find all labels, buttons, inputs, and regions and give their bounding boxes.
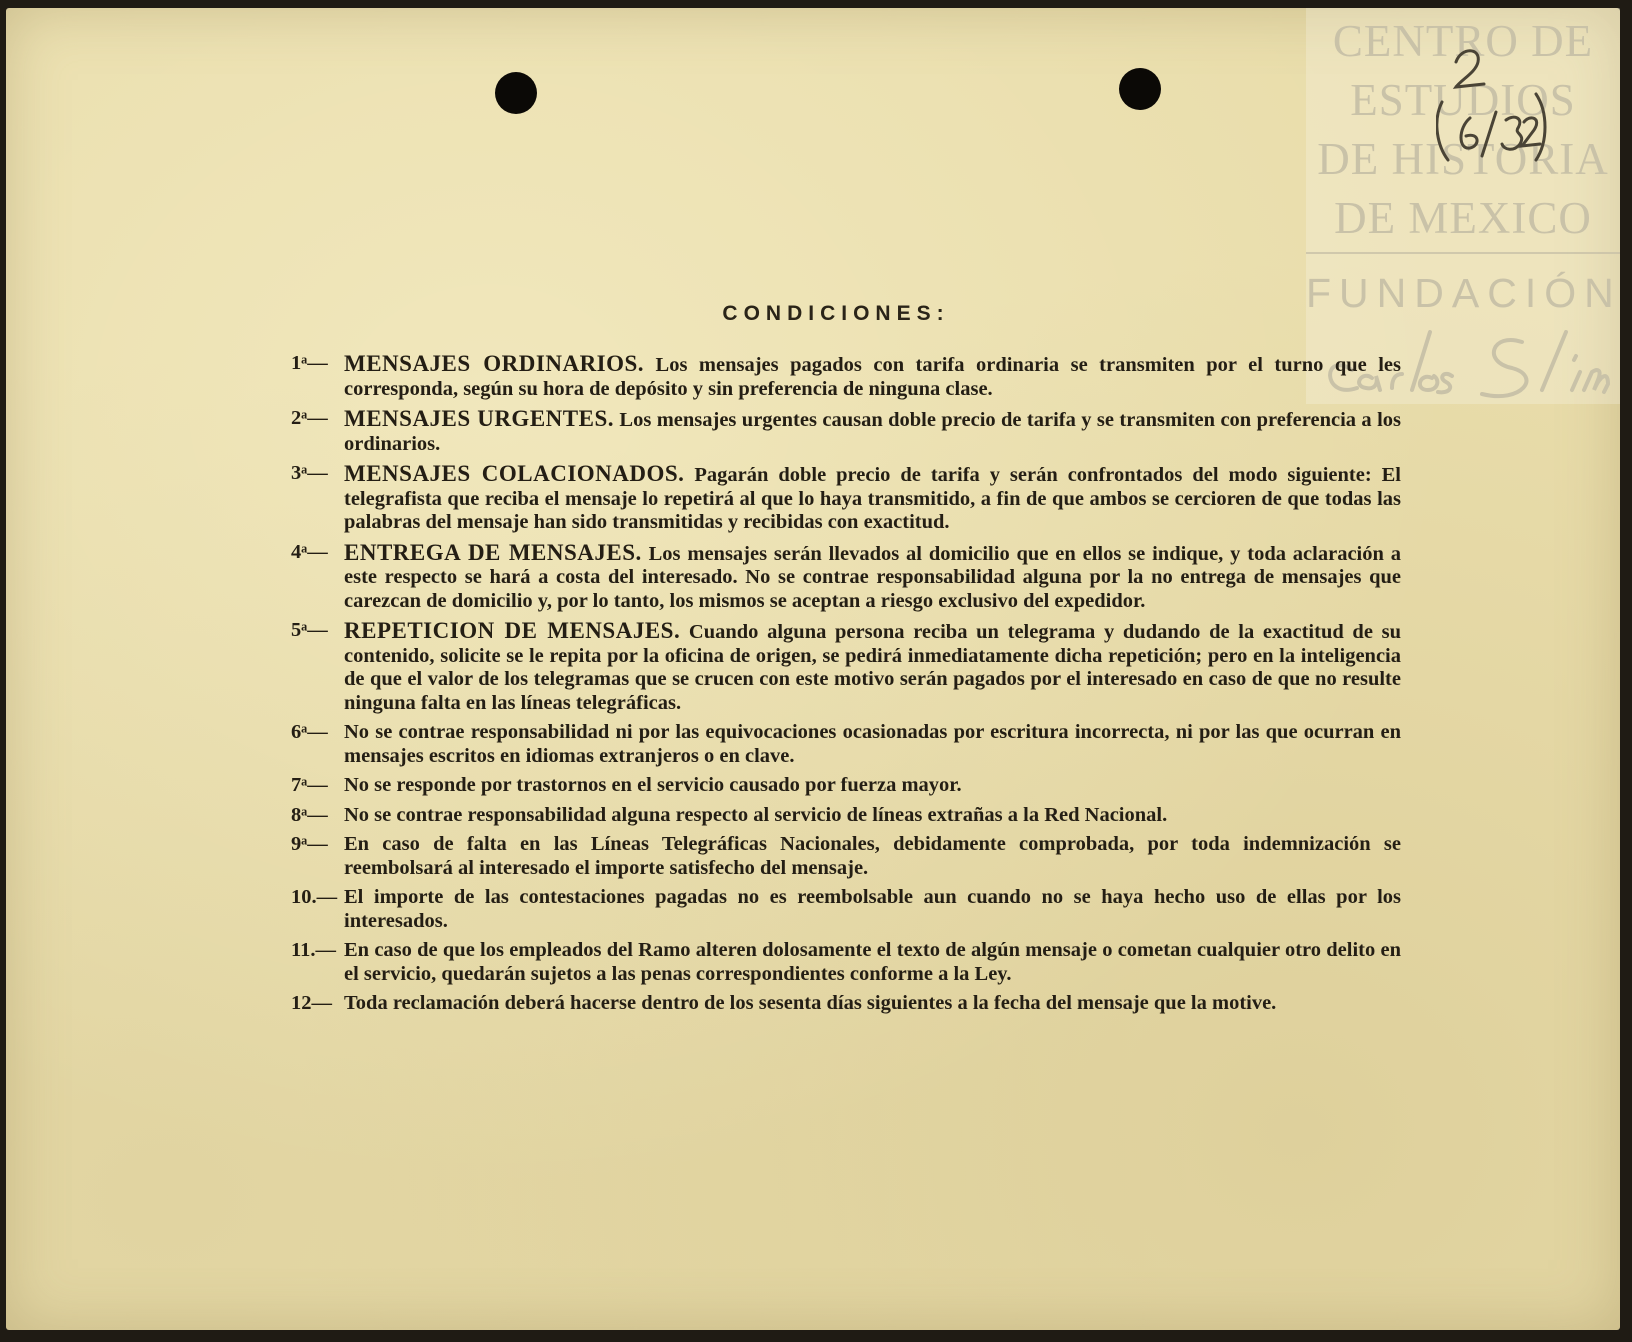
condition-number: 6ᵃ—: [291, 721, 328, 743]
condition-item: [291, 619, 1401, 715]
condition-text: En caso de que los empleados del Ramo alteren dolosamente el texto de algún mensaje o cometan cualquier otro delito en el servicio, quedarán sujetos a las penas correspondientes conforme a la Ley.: [344, 939, 1401, 985]
condition-text: Los mensajes urgentes causan doble precio de tarifa y se transmiten con preferencia a los ordinarios.: [344, 409, 1401, 455]
conditions-list: [291, 352, 1401, 1022]
stamp-line: ESTUDIOS: [1350, 75, 1576, 125]
condition-item: [291, 462, 1401, 535]
stamp-line: DE MEXICO: [1334, 193, 1592, 243]
condition-text: Cuando alguna persona reciba un telegrama y dudando de la exactitud de su contenido, solicite se le repita por la oficina de origen, se pedirá inmediatamente dicha repetición; pero en la inteligencia de que el valor de los telegramas que se crucen con este motivo serán pagados por el interesado en caso de que no resulte ninguna falta en las líneas telegráficas.: [344, 621, 1401, 714]
condition-heading: MENSAJES URGENTES.: [344, 406, 614, 431]
condition-text: El importe de las contestaciones pagadas no es reembolsable aun cuando no se haya hecho uso de ellas por los interesados.: [344, 886, 1401, 932]
condition-number: 2ᵃ—: [291, 407, 328, 429]
condition-item: [291, 721, 1401, 768]
stamp-line: CENTRO DE: [1332, 16, 1594, 66]
handwritten-folio-mark: [1436, 32, 1576, 162]
condition-text: No se responde por trastornos en el servicio causado por fuerza mayor.: [344, 774, 962, 796]
condition-text: Los mensajes serán llevados al domicilio que en ellos se indique, y toda aclaración a este respecto se hará a costa del interesado. No se contrae responsabilidad alguna por la no entrega de mensajes que carezcan de domicilio y, por lo tanto, los mismos se aceptan a riesgo exclusivo del expedidor.: [344, 542, 1401, 612]
condition-text: Pagarán doble precio de tarifa y serán confrontados del modo siguiente: El telegrafista que reciba el mensaje lo repetirá al que lo haya transmitido, a fin de que ambos se cercioren de que todas las palabras del mensaje han sido transmitidas y recibidas con exactitud.: [344, 464, 1401, 533]
condition-number: 5ᵃ—: [291, 619, 328, 641]
condition-number: 4ᵃ—: [291, 540, 328, 563]
condition-text: No se contrae responsabilidad alguna respecto al servicio de líneas extrañas a la Red Nacional.: [344, 803, 1168, 826]
punch-hole: [495, 72, 537, 114]
stamp-divider: [1306, 252, 1620, 254]
condition-number: 7ᵃ—: [291, 774, 328, 796]
document-page: [6, 8, 1620, 1330]
condition-text: No se contrae responsabilidad ni por las equivocaciones ocasionadas por escritura incorrecta, ni por las que ocurran en mensajes escritos en idiomas extranjeros o en clave.: [344, 721, 1401, 767]
condition-heading: MENSAJES ORDINARIOS.: [344, 351, 645, 376]
stamp-fundacion: FUNDACIÓN: [1306, 270, 1622, 316]
condition-heading: MENSAJES COLACIONADOS.: [344, 461, 685, 486]
condition-number: 11.—: [291, 939, 336, 961]
condition-item: [291, 833, 1401, 880]
condition-item: [291, 407, 1401, 456]
condition-number: 3ᵃ—: [291, 462, 328, 484]
condition-text: Toda reclamación deberá hacerse dentro de los sesenta días siguientes a la fecha del mensaje que la motive.: [344, 992, 1277, 1014]
condition-text: En caso de falta en las Líneas Telegráficas Nacionales, debidamente comprobada, por toda indemnización se reembolsará al interesado el importe satisfecho del mensaje.: [344, 833, 1401, 879]
punch-hole: [1119, 68, 1161, 110]
condition-text: Los mensajes pagados con tarifa ordinaria se transmiten por el turno que les corresponda, según su hora de depósito y sin preferencia de ninguna clase.: [344, 354, 1401, 400]
condition-number: 10.—: [291, 886, 338, 908]
condition-number: 8ᵃ—: [291, 803, 328, 826]
condition-item: [291, 352, 1401, 401]
condition-heading: REPETICION DE MENSAJES.: [344, 618, 681, 643]
condition-item: [291, 992, 1401, 1016]
condition-number: 9ᵃ—: [291, 833, 328, 855]
condition-item: [291, 886, 1401, 933]
condition-heading: ENTREGA DE MENSAJES.: [344, 539, 642, 565]
conditions-title: CONDICIONES:: [722, 302, 950, 325]
condition-item: [291, 939, 1401, 986]
condition-item: [291, 774, 1401, 798]
condition-number: 1ᵃ—: [291, 352, 328, 374]
condition-item: [291, 804, 1401, 828]
condition-number: 12—: [291, 992, 332, 1014]
stamp-line: DE HISTORIA: [1317, 134, 1609, 184]
condition-item: [291, 541, 1401, 614]
